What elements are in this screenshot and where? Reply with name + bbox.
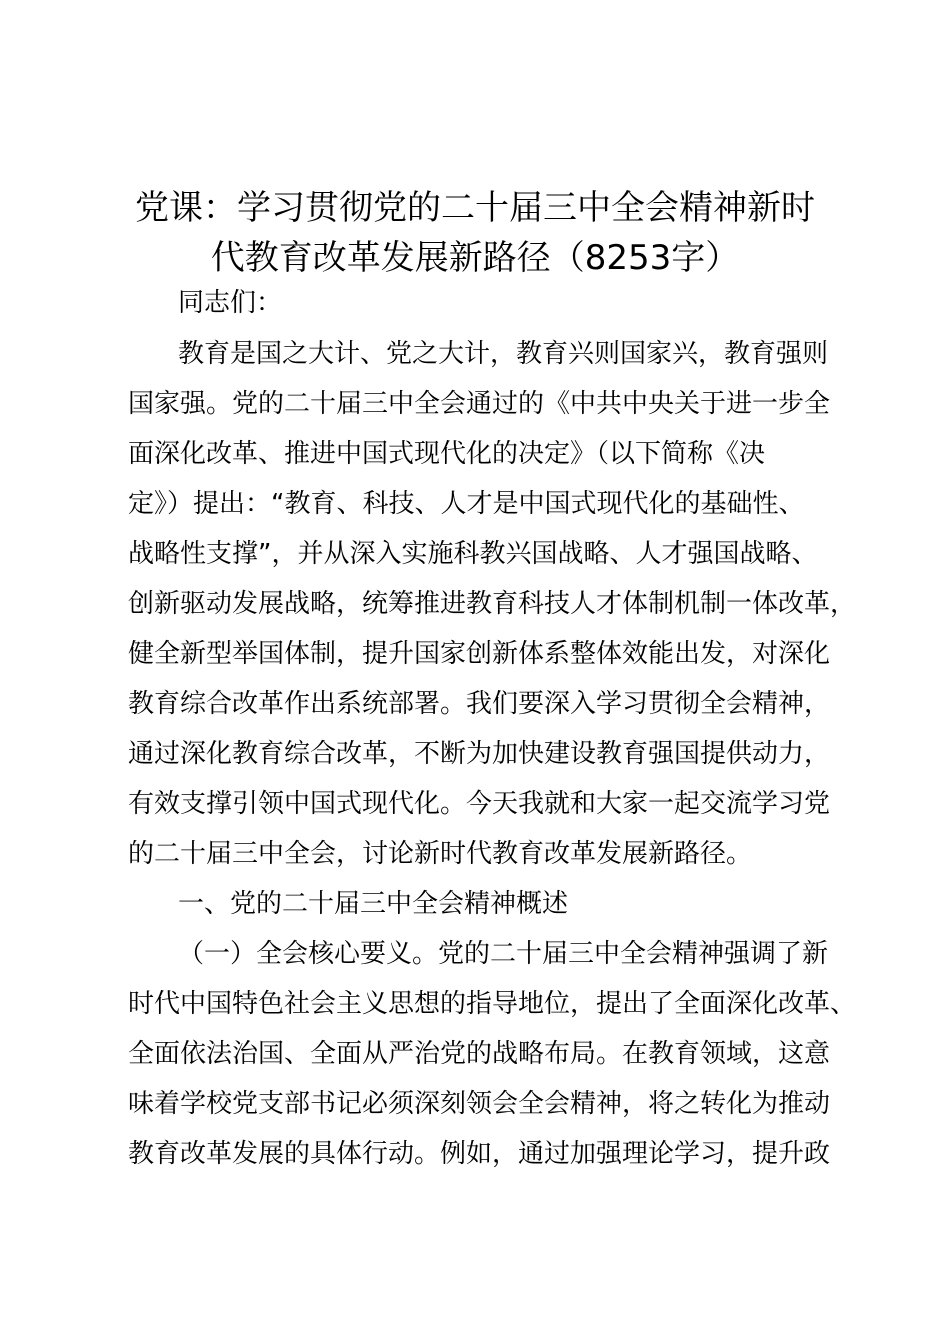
paragraph-line: 国家强。党的二十届三中全会通过的《中共中央关于进一步全 (128, 389, 831, 419)
paragraph-line: 战略性支撑”，并从深入实施科教兴国战略、人才强国战略、 (128, 539, 818, 569)
paragraph-line: 面深化改革、推进中国式现代化的决定》（以下简称《决 (128, 439, 766, 469)
paragraph-line: 有效支撑引领中国式现代化。今天我就和大家一起交流学习党 (128, 789, 831, 819)
document-title-line-2: 代教育改革发展新路径（8253字） (210, 238, 740, 278)
paragraph-line: 教育综合改革作出系统部署。我们要深入学习贯彻全会精神， (128, 689, 831, 719)
paragraph-line: 教育是国之大计、党之大计，教育兴则国家兴，教育强则 (178, 339, 829, 369)
paragraph-line: 全面依法治国、全面从严治党的战略布局。在教育领域，这意 (128, 1039, 831, 1069)
document-title-line-1: 党课：学习贯彻党的二十届三中全会精神新时 (135, 188, 815, 228)
paragraph-line: 味着学校党支部书记必须深刻领会全会精神，将之转化为推动 (128, 1089, 831, 1119)
paragraph-line: 健全新型举国体制，提升国家创新体系整体效能出发，对深化 (128, 639, 831, 669)
paragraph-line: 创新驱动发展战略，统筹推进教育科技人才体制机制一体改革， (128, 589, 857, 619)
paragraph-line: 定》）提出：“教育、科技、人才是中国式现代化的基础性、 (128, 489, 805, 519)
paragraph-line: 教育改革发展的具体行动。例如，通过加强理论学习，提升政 (128, 1139, 831, 1169)
paragraph-line: 的二十届三中全会，讨论新时代教育改革发展新路径。 (128, 839, 753, 869)
salutation: 同志们： (178, 288, 283, 318)
paragraph-line: （一）全会核心要义。党的二十届三中全会精神强调了新 (178, 939, 829, 969)
section-heading: 一、党的二十届三中全会精神概述 (178, 889, 569, 919)
paragraph-line: 通过深化教育综合改革，不断为加快建设教育强国提供动力， (128, 739, 831, 769)
paragraph-line: 时代中国特色社会主义思想的指导地位，提出了全面深化改革、 (128, 989, 857, 1019)
